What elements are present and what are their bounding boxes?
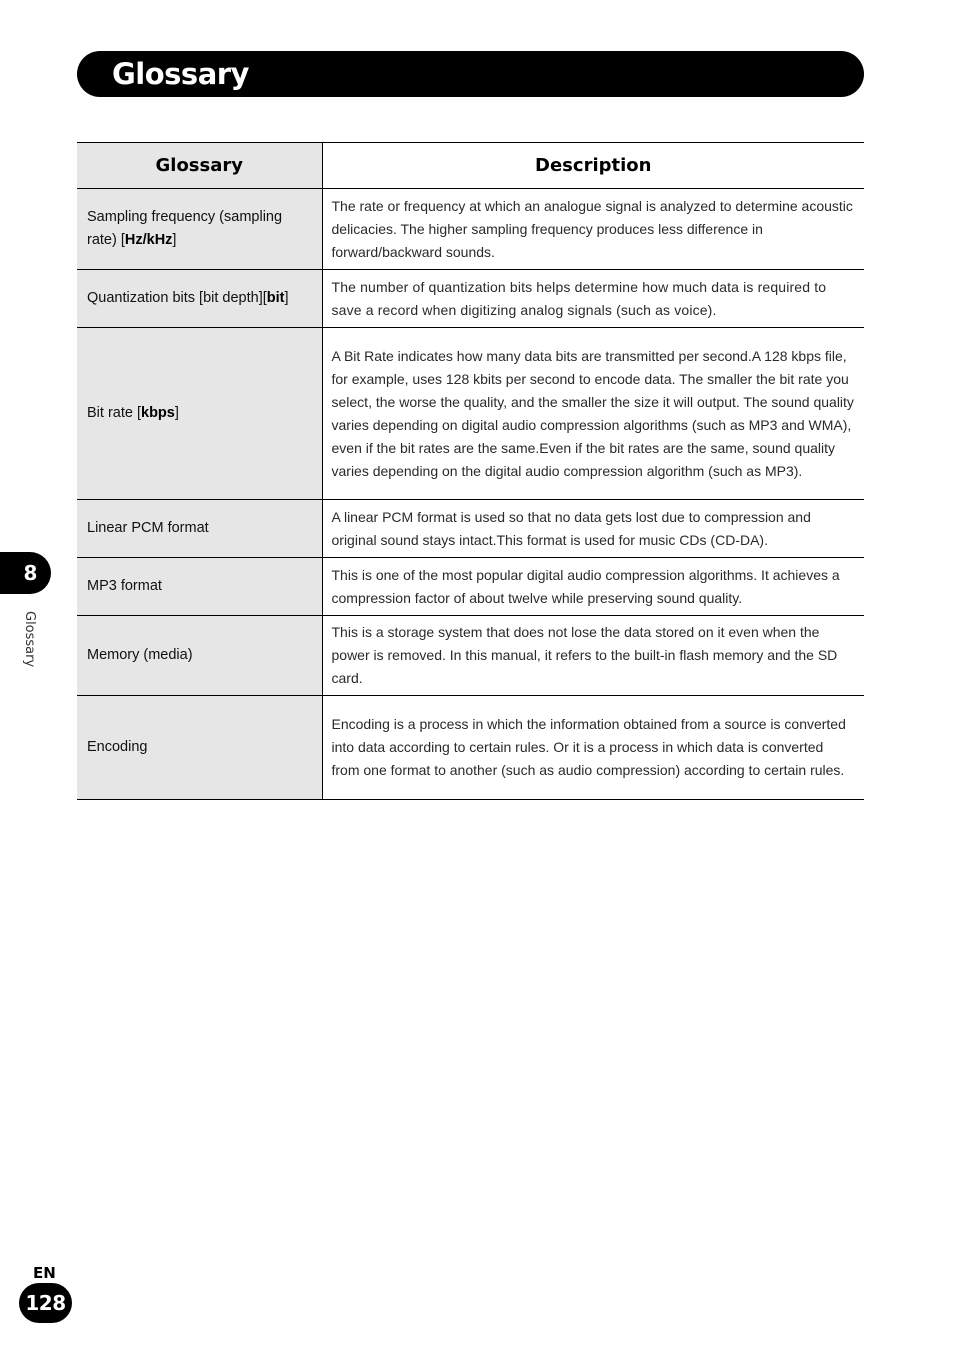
chapter-number: 8 xyxy=(23,561,38,585)
glossary-term: Memory (media) xyxy=(77,616,322,696)
table-row xyxy=(77,328,864,500)
table-row xyxy=(77,270,864,328)
glossary-term: Sampling frequency (sampling rate) [Hz/kHz] xyxy=(77,189,322,270)
language-code: EN xyxy=(33,1264,56,1282)
glossary-description: A linear PCM format is used so that no data gets lost due to compression and original sound stays intact.This format is used for music CDs (CD-DA). xyxy=(322,500,864,558)
page-title: Glossary xyxy=(112,57,249,91)
glossary-description: The rate or frequency at which an analogue signal is analyzed to determine acoustic delicacies. The higher sampling frequency produces less difference in forward/backward sounds. xyxy=(322,189,864,270)
glossary-term: MP3 format xyxy=(77,558,322,616)
table-row xyxy=(77,558,864,616)
page-number: 128 xyxy=(25,1291,66,1315)
glossary-description: A Bit Rate indicates how many data bits are transmitted per second.A 128 kbps file, for example, uses 128 kbits per second to encode data. The smaller the bit rate you select, the worse the quality, and the smaller the size it will output. The sound quality varies depending on digital audio compression algorithms (such as MP3 and WMA), even if the bit rates are the same.Even if the bit rates are the same, sound quality varies depending on the digital audio compression algorithm (such as MP3). xyxy=(322,328,864,500)
page-number-badge xyxy=(19,1283,72,1323)
glossary-description: This is a storage system that does not lose the data stored on it even when the power is removed. In this manual, it refers to the built-in flash memory and the SD card. xyxy=(322,616,864,696)
glossary-term: Quantization bits [bit depth][bit] xyxy=(77,270,322,328)
table-header-row xyxy=(77,143,864,189)
glossary-table xyxy=(77,142,864,800)
glossary-description: The number of quantization bits helps determine how much data is required to save a record when digitizing analog signals (such as voice). xyxy=(322,270,864,328)
column-header-description: Description xyxy=(322,143,864,189)
table-row xyxy=(77,189,864,270)
glossary-description: Encoding is a process in which the information obtained from a source is converted into data according to certain rules. Or it is a process in which data is converted from one format to another (such as audio compression) according to certain rules. xyxy=(322,696,864,800)
column-header-glossary: Glossary xyxy=(77,143,322,189)
glossary-term: Encoding xyxy=(77,696,322,800)
chapter-side-label: Glossary xyxy=(22,611,37,668)
table-row xyxy=(77,696,864,800)
table-row xyxy=(77,500,864,558)
table-row xyxy=(77,616,864,696)
glossary-term: Linear PCM format xyxy=(77,500,322,558)
glossary-term: Bit rate [kbps] xyxy=(77,328,322,500)
page-title-bar xyxy=(77,51,864,97)
chapter-tab xyxy=(0,552,51,594)
glossary-description: This is one of the most popular digital audio compression algorithms. It achieves a compression factor of about twelve while preserving sound quality. xyxy=(322,558,864,616)
